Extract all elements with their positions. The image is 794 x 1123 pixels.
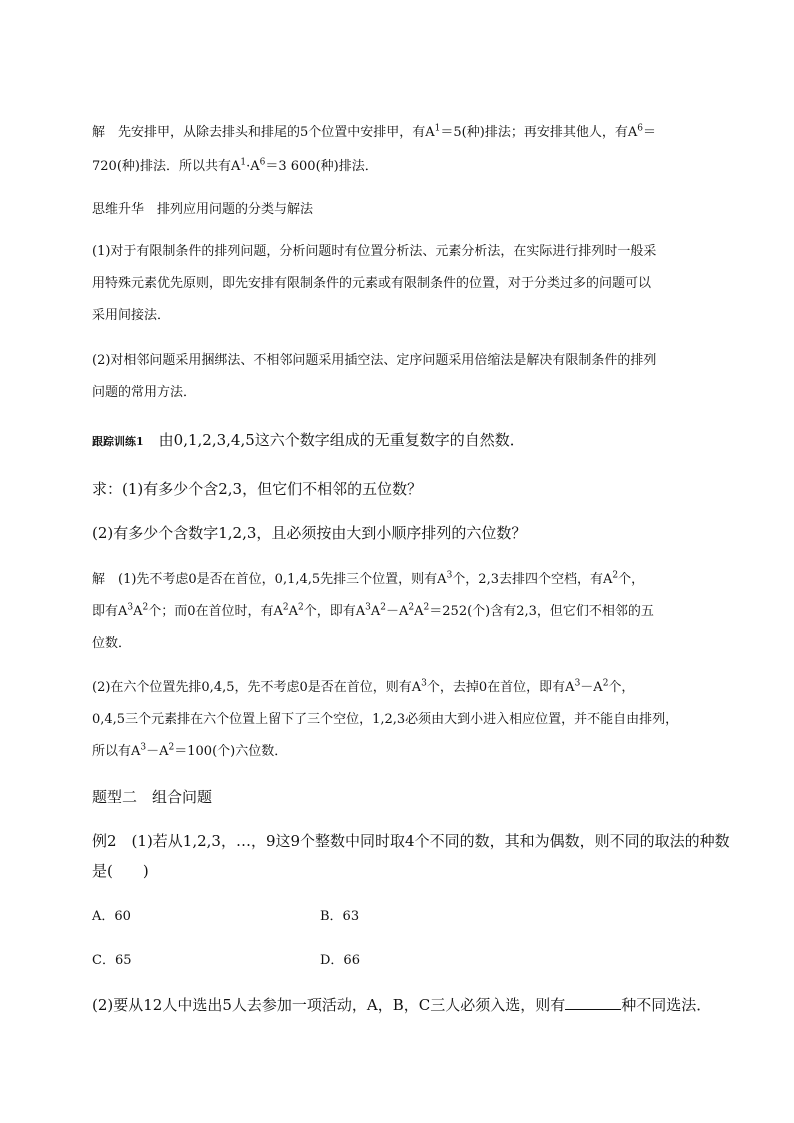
solution1-line1: 解 先安排甲，从除去排头和排尾的5个位置中安排甲，有$A^1=5$(种)排法；再安排其他人，有$A^6=$ bbox=[92, 123, 656, 140]
solution2-line4: (2)在六个位置先排0,4,5，先不考虑0是否在首位，则有$A^3$个，去掉0在首位，即有$A^3-A^2$个， bbox=[92, 678, 635, 695]
answer-blank bbox=[565, 995, 621, 1010]
training-stem-line: 跟踪训练1 由0,1,2,3,4,5这六个数字组成的无重复数字的自然数． bbox=[92, 431, 525, 449]
solution2-line6: 所以有$A^3-A^2=100$(个)六位数． bbox=[92, 742, 288, 759]
section-title: 题型二 组合问题 bbox=[92, 788, 213, 806]
example2-q2: (2)要从12人中选出5人去参加一项活动，A，B，C三人必须入选，则有 种不同选法． bbox=[92, 996, 712, 1014]
solution2-line3: 位数． bbox=[92, 636, 132, 651]
thinking-p2-line2: 问题的常用方法． bbox=[92, 385, 197, 400]
option-c: C．65 bbox=[92, 953, 132, 968]
thinking-p1-line3: 采用间接法． bbox=[92, 308, 171, 323]
thinking-p1-line2: 用特殊元素优先原则，即先安排有限制条件的元素或有限制条件的位置，对于分类过多的问题可以 bbox=[92, 276, 652, 291]
training-q2: (2)有多少个含数字1,2,3，且必须按由大到小顺序排列的六位数？ bbox=[92, 524, 527, 542]
option-d: D．66 bbox=[320, 953, 360, 968]
option-b: B．63 bbox=[320, 909, 360, 924]
example2-line2: 是( ) bbox=[92, 862, 149, 880]
training-label: 跟踪训练1 bbox=[92, 435, 144, 448]
solution2-line2: 即有$A^3A^2$个；而0在首位时，有$A^2A^2$个，即有$A^3A^2-A^2A^2=252$(个)含有2,3，但它们不相邻的五 bbox=[92, 602, 654, 619]
thinking-p2-line1: (2)对相邻问题采用捆绑法、不相邻问题采用插空法、定序问题采用倍缩法是解决有限制条件的排列 bbox=[92, 353, 657, 368]
solution2-line5: 0,4,5三个元素排在六个位置上留下了三个空位，1,2,3必须由大到小进入相应位置，并不能自由排列， bbox=[92, 712, 679, 727]
thinking-p1-line1: (1)对于有限制条件的排列问题，分析问题时有位置分析法、元素分析法，在实际进行排列时一般采 bbox=[92, 244, 657, 259]
thinking-title: 思维升华 排列应用问题的分类与解法 bbox=[92, 202, 314, 217]
solution1-line2: 720(种)排法．所以共有$A^1\cdot A^6=3$ 600(种)排法． bbox=[92, 157, 378, 174]
solution2-line1: 解 (1)先不考虑0是否在首位，0,1,4,5先排三个位置，则有$A^3$个，2,3去排四个空档，有$A^2$个， bbox=[92, 570, 645, 587]
example2-line1: 例2 (1)若从1,2,3，…，9这9个整数中同时取4个不同的数，其和为偶数，则不同的取法的种数 bbox=[92, 832, 730, 850]
option-a: A．60 bbox=[92, 909, 131, 924]
training-q1: 求：(1)有多少个含2,3，但它们不相邻的五位数？ bbox=[92, 480, 423, 498]
